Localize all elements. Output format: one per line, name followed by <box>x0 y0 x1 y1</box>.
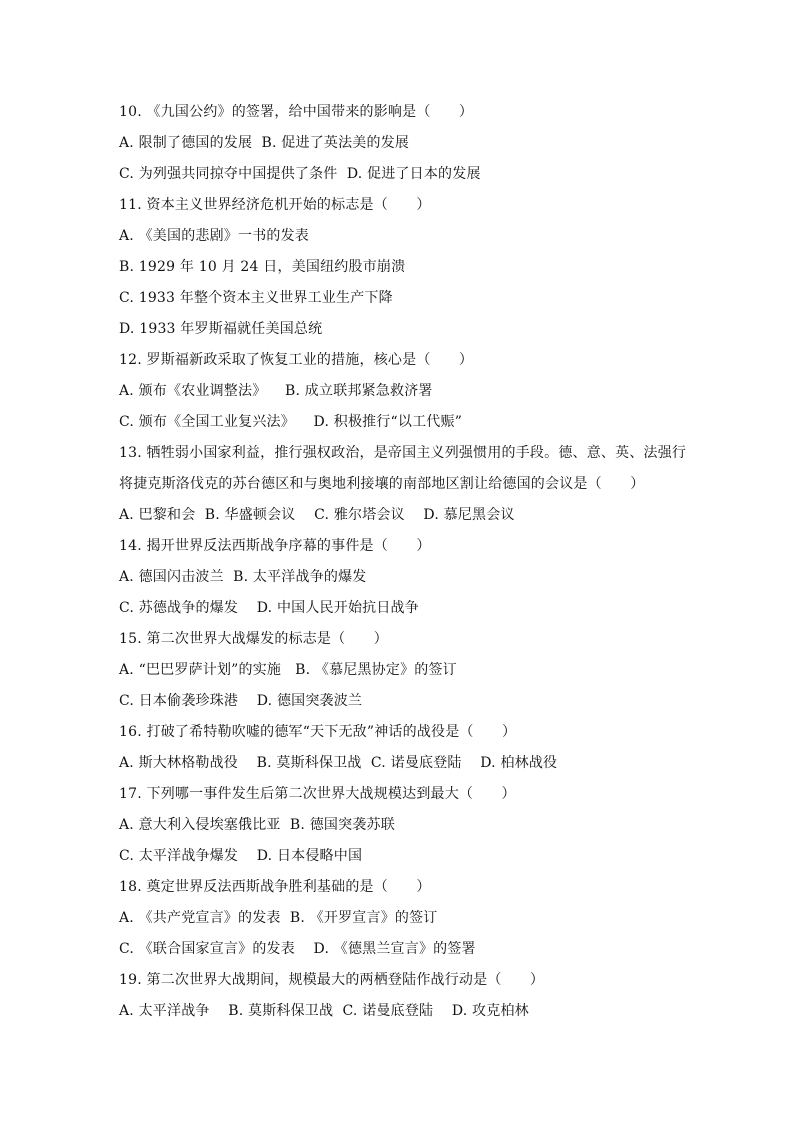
question-15-options-cd: C. 日本偷袭珍珠港 D. 德国突袭波兰 <box>119 693 363 709</box>
question-15-stem: 15. 第二次世界大战爆发的标志是（ ） <box>119 631 388 647</box>
question-17-options-cd: C. 太平洋战争爆发 D. 日本侵略中国 <box>119 848 363 864</box>
question-17-options-ab: A. 意大利入侵埃塞俄比亚 B. 德国突袭苏联 <box>119 817 395 833</box>
question-19-options: A. 太平洋战争 B. 莫斯科保卫战 C. 诺曼底登陆 D. 攻克柏林 <box>119 1003 529 1019</box>
question-11-option-c: C. 1933 年整个资本主义世界工业生产下降 <box>119 290 393 306</box>
question-15-options-ab: A. “巴巴罗萨计划”的实施 B. 《慕尼黑协定》的签订 <box>119 662 457 678</box>
question-11-option-d: D. 1933 年罗斯福就任美国总统 <box>119 321 323 337</box>
question-13-stem-line-1: 13. 牺牲弱小国家利益，推行强权政治，是帝国主义列强惯用的手段。德、意、英、法强行 <box>119 445 687 461</box>
question-14-options-cd: C. 苏德战争的爆发 D. 中国人民开始抗日战争 <box>119 600 419 616</box>
question-list <box>119 100 687 1030</box>
question-11-option-a: A. 《美国的悲剧》一书的发表 <box>119 228 310 244</box>
question-18-stem: 18. 奠定世界反法西斯战争胜利基础的是（ ） <box>119 879 431 895</box>
question-10-options-cd: C. 为列强共同掠夺中国提供了条件 D. 促进了日本的发展 <box>119 166 481 182</box>
question-11-stem: 11. 资本主义世界经济危机开始的标志是（ ） <box>119 197 431 213</box>
question-14-stem: 14. 揭开世界反法西斯战争序幕的事件是（ ） <box>119 538 431 554</box>
question-10-stem: 10. 《九国公约》的签署，给中国带来的影响是（ ） <box>119 104 474 120</box>
question-19-stem: 19. 第二次世界大战期间，规模最大的两栖登陆作战行动是（ ） <box>119 972 545 988</box>
question-10-options-ab: A. 限制了德国的发展 B. 促进了英法美的发展 <box>119 135 410 151</box>
question-13-options: A. 巴黎和会 B. 华盛顿会议 C. 雅尔塔会议 D. 慕尼黑会议 <box>119 507 515 523</box>
question-17-stem: 17. 下列哪一事件发生后第二次世界大战规模达到最大（ ） <box>119 786 516 802</box>
question-11-option-b: B. 1929 年 10 月 24 日，美国纽约股市崩溃 <box>119 259 406 275</box>
question-12-stem: 12. 罗斯福新政采取了恢复工业的措施，核心是（ ） <box>119 352 474 368</box>
question-18-options-ab: A. 《共产党宣言》的发表 B. 《开罗宣言》的签订 <box>119 910 438 926</box>
question-12-options-ab: A. 颁布《农业调整法》 B. 成立联邦紧急救济署 <box>119 383 433 399</box>
question-16-options: A. 斯大林格勒战役 B. 莫斯科保卫战 C. 诺曼底登陆 D. 柏林战役 <box>119 755 558 771</box>
question-13-stem-line-2: 将捷克斯洛伐克的苏台德区和与奥地利接壤的南部地区割让给德国的会议是（ ） <box>119 476 645 492</box>
question-12-options-cd: C. 颁布《全国工业复兴法》 D. 积极推行“以工代赈” <box>119 414 463 430</box>
question-18-options-cd: C. 《联合国家宣言》的发表 D. 《德黑兰宣言》的签署 <box>119 941 476 957</box>
question-16-stem: 16. 打破了希特勒吹嘘的德军“天下无敌”神话的战役是（ ） <box>119 724 517 740</box>
question-14-options-ab: A. 德国闪击波兰 B. 太平洋战争的爆发 <box>119 569 367 585</box>
